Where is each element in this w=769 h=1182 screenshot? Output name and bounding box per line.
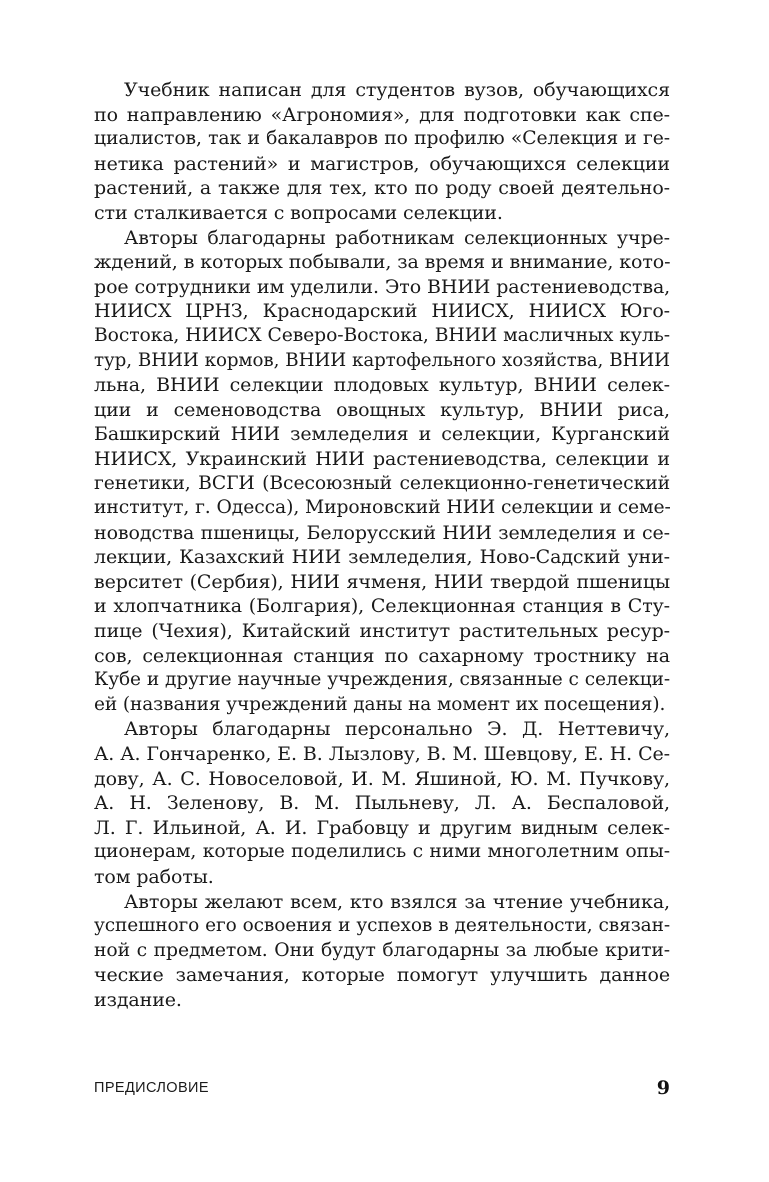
text-line: льна, ВНИИ селекции плодовых культур, ВНИИ селек- — [94, 374, 670, 397]
text-line: лекции, Казахский НИИ земледелия, Ново-Садский уни- — [94, 546, 670, 569]
text-line: Башкирский НИИ земледелия и селекции, Курганский — [94, 423, 670, 446]
paragraph — [94, 717, 670, 889]
text-line: тур, ВНИИ кормов, ВНИИ картофельного хозяйства, ВНИИ — [94, 349, 670, 371]
text-line: сти сталкивается с вопросами селекции. — [94, 201, 503, 224]
text-line: нетика растений» и магистров, обучающихся селекции — [94, 152, 670, 175]
paragraph — [94, 78, 670, 226]
page-footer — [94, 1077, 670, 1103]
text-line: Л. Г. Ильиной, А. И. Грабовцу и другим видным селек- — [94, 816, 670, 839]
text-line: Авторы желают всем, кто взялся за чтение учебника, — [124, 890, 670, 913]
paragraph — [94, 890, 670, 1013]
text-line: и хлопчатника (Болгария), Селекционная станция в Сту- — [94, 595, 670, 618]
text-line: Учебник написан для студентов вузов, обучающихся — [124, 79, 670, 101]
text-line: ческие замечания, которые помогут улучшить данное — [94, 964, 670, 987]
text-line: издание. — [94, 988, 182, 1011]
text-line: ционерам, которые поделились с ними многолетним опы- — [94, 841, 670, 863]
text-line: пице (Чехия), Китайский институт растительных ресур- — [94, 620, 670, 643]
text-line: растений, а также для тех, кто по роду своей деятельно- — [94, 177, 670, 200]
text-line: ной с предметом. Они будут благодарны за любые крити- — [94, 939, 670, 961]
page-number: 9 — [656, 1077, 670, 1099]
text-line: Авторы благодарны персонально Э. Д. Неттевичу, — [124, 718, 670, 741]
text-line: ждений, в которых побывали, за время и внимание, кото- — [94, 251, 671, 274]
text-line: дову, А. С. Новоселовой, И. М. Яшиной, Ю. М. Пучкову, — [94, 767, 670, 790]
text-line: генетики, ВСГИ (Всесоюзный селекционно-генетический — [94, 472, 670, 494]
text-line: сов, селекционная станция по сахарному тростнику на — [94, 644, 670, 667]
paragraph — [94, 226, 670, 718]
text-line: верситет (Сербия), НИИ ячменя, НИИ твердой пшеницы — [94, 570, 670, 593]
text-line: по направлению «Агрономия», для подготовки как спе- — [94, 103, 670, 126]
text-line: Востока, НИИСХ Северо-Востока, ВНИИ масличных куль- — [94, 324, 670, 346]
text-line: А. А. Гончаренко, Е. В. Лызлову, В. М. Шевцову, Е. Н. Се- — [94, 743, 670, 766]
text-line: том работы. — [94, 866, 214, 888]
body-text — [94, 78, 670, 1013]
text-line: НИИСХ, Украинский НИИ растениеводства, селекции и — [94, 447, 670, 470]
text-line: успешного его освоения и успехов в деятельности, связан- — [94, 915, 670, 937]
text-line: Кубе и другие научные учреждения, связанные с селекци- — [94, 669, 670, 691]
text-line: ей (названия учреждений даны на момент их посещения). — [94, 693, 666, 715]
text-line: А. Н. Зеленову, В. М. Пыльневу, Л. А. Беспаловой, — [94, 792, 670, 815]
running-head: ПРЕДИСЛОВИЕ — [94, 1080, 209, 1096]
text-line: новодства пшеницы, Белорусский НИИ земледелия и се- — [94, 521, 670, 544]
text-line: институт, г. Одесса), Мироновский НИИ селекции и семе- — [94, 497, 671, 519]
text-line: циалистов, так и бакалавров по профилю «Селекция и ге- — [94, 128, 670, 150]
text-line: Авторы благодарны работникам селекционных учре- — [124, 226, 670, 249]
text-line: ции и семеноводства овощных культур, ВНИИ риса, — [94, 398, 670, 421]
text-line: НИИСХ ЦРНЗ, Краснодарский НИИСХ, НИИСХ Юго- — [94, 300, 670, 323]
text-line: рое сотрудники им уделили. Это ВНИИ растениеводства, — [94, 275, 671, 298]
